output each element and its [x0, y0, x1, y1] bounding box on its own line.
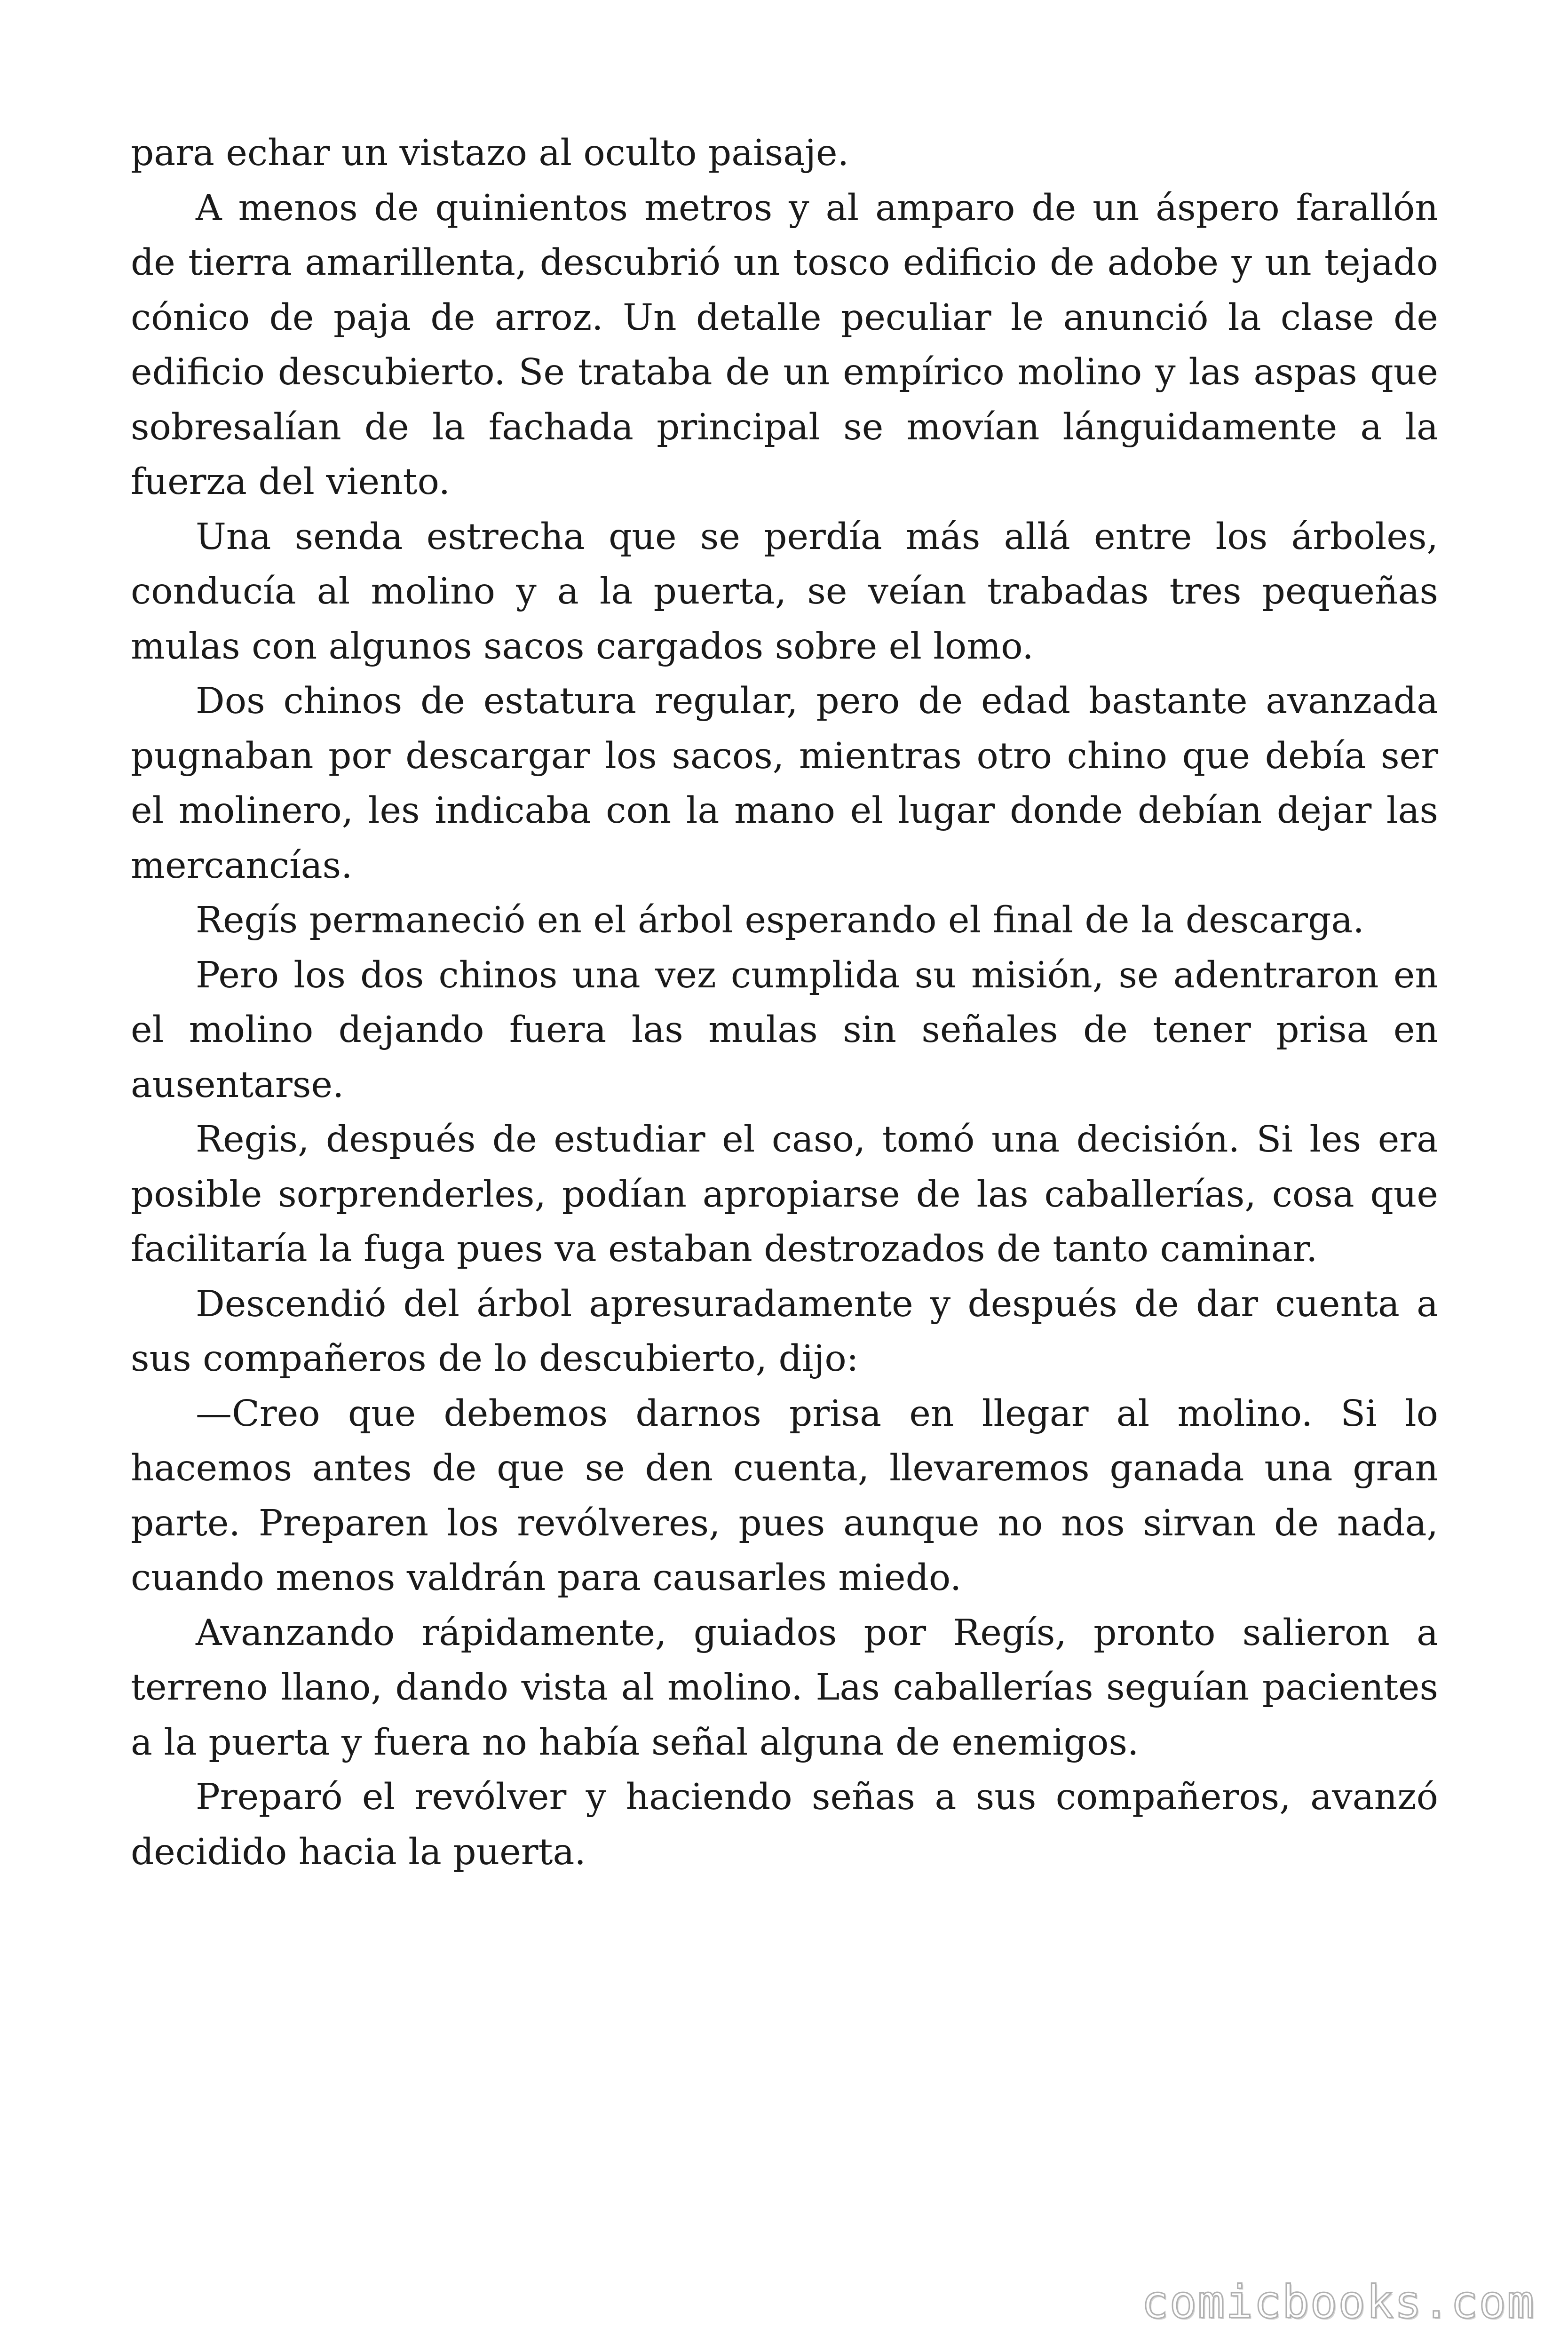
- paragraph-1: para echar un vistazo al oculto paisaje.: [131, 132, 849, 174]
- paragraph-10: Avanzando rápidamente, guiados por Regís, pronto salieron a terreno llano, dando vista al molino. Las caballerías seguían pacientes a la puerta y fuera no había señal alguna de enemigos.: [131, 1612, 1438, 1764]
- body-text: [131, 126, 1438, 1880]
- paragraph-7: Regis, después de estudiar el caso, tomó una decisión. Si les era posible sorprenderles, podían apropiarse de las caballerías, cosa que facilitaría la fuga pues va estaban destrozados de tanto caminar.: [131, 1119, 1438, 1270]
- paragraph-6: Pero los dos chinos una vez cumplida su misión, se adentraron en el molino dejando fuera las mulas sin señales de tener prisa en ausentarse.: [131, 954, 1438, 1106]
- watermark: comicbooks.com: [1141, 2276, 1535, 2328]
- paragraph-2: A menos de quinientos metros y al amparo de un áspero farallón de tierra amarillenta, descubrió un tosco edificio de adobe y un tejado cónico de paja de arroz. Un detalle peculiar le anunció la clase de edificio descubierto. Se trataba de un empírico molino y las aspas que sobresalían de la fachada principal se movían lánguidamente a la fuerza del viento.: [131, 187, 1438, 503]
- paragraph-4: Dos chinos de estatura regular, pero de edad bastante avanzada pugnaban por descargar los sacos, mientras otro chino que debía ser el molinero, les indicaba con la mano el lugar donde debían dejar las mercancías.: [131, 680, 1438, 887]
- paragraph-11: Preparó el revólver y haciendo señas a sus compañeros, avanzó decidido hacia la puerta.: [131, 1776, 1438, 1873]
- paragraph-3: Una senda estrecha que se perdía más allá entre los árboles, conducía al molino y a la puerta, se veían trabadas tres pequeñas mulas con algunos sacos cargados sobre el lomo.: [131, 516, 1438, 667]
- paragraph-9-dialogue: —Creo que debemos darnos prisa en llegar al molino. Si lo hacemos antes de que se den cuenta, llevaremos ganada una gran parte. Preparen los revólveres, pues aunque no nos sirvan de nada, cuando menos valdrán para causarles miedo.: [131, 1392, 1438, 1599]
- paragraph-5: Regís permaneció en el árbol esperando el final de la descarga.: [196, 899, 1364, 941]
- paragraph-8: Descendió del árbol apresuradamente y después de dar cuenta a sus compañeros de lo descubierto, dijo:: [131, 1283, 1438, 1380]
